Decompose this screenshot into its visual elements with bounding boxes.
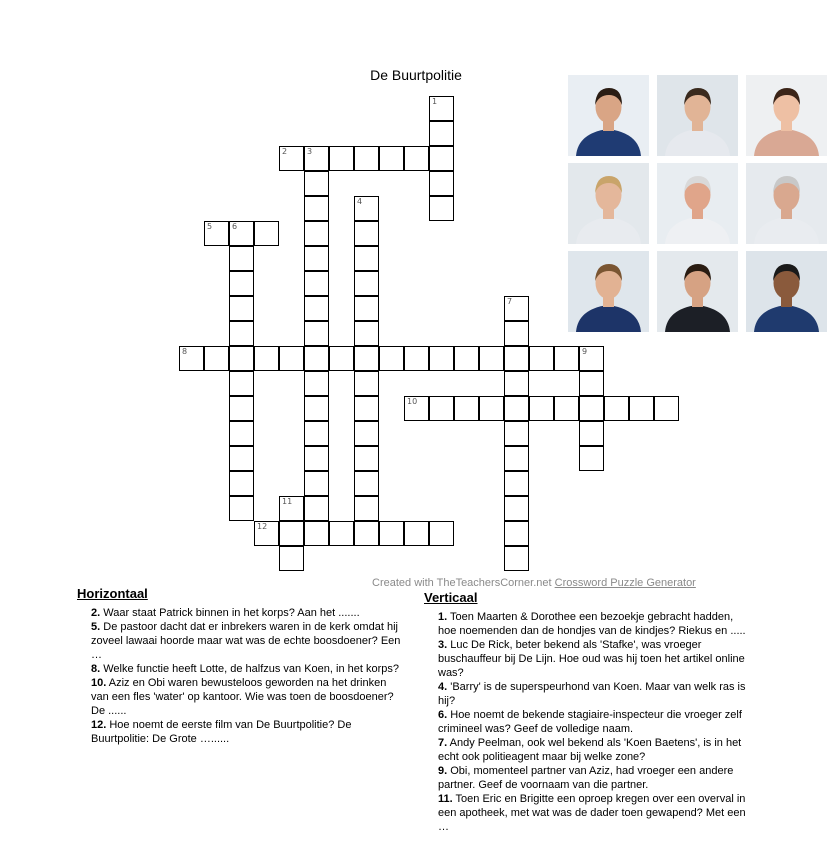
grid-cell[interactable] bbox=[354, 396, 379, 421]
credit-prefix: Created with TheTeachersCorner.net bbox=[372, 577, 555, 589]
grid-cell[interactable] bbox=[304, 371, 329, 396]
credit-line bbox=[372, 577, 696, 589]
clue-text: Toen Eric en Brigitte een oproep kregen over een overval in een apotheek, met wat was de dader toen gewapend? Met een … bbox=[438, 793, 746, 833]
grid-cell[interactable] bbox=[279, 496, 304, 521]
grid-cell[interactable] bbox=[504, 546, 529, 571]
across-heading: Horizontaal bbox=[77, 586, 148, 601]
grid-cell[interactable] bbox=[654, 396, 679, 421]
grid-cell[interactable] bbox=[579, 421, 604, 446]
grid-cell[interactable] bbox=[229, 471, 254, 496]
grid-cell[interactable] bbox=[454, 346, 479, 371]
grid-cell[interactable] bbox=[429, 396, 454, 421]
grid-cell[interactable] bbox=[229, 396, 254, 421]
clue-text: Toen Maarten & Dorothee een bezoekje gebracht hadden, hoe noemenden dan de hondjes van de kindjes? Riekus en ..... bbox=[438, 611, 746, 637]
grid-cell[interactable] bbox=[204, 346, 229, 371]
grid-cell[interactable] bbox=[329, 146, 354, 171]
grid-cell[interactable] bbox=[229, 446, 254, 471]
grid-cell[interactable] bbox=[354, 271, 379, 296]
across-clue bbox=[77, 718, 407, 746]
across-clues bbox=[77, 587, 407, 746]
down-clue bbox=[424, 708, 754, 736]
grid-cell[interactable] bbox=[579, 446, 604, 471]
grid-cell[interactable] bbox=[429, 171, 454, 196]
grid-cell[interactable] bbox=[354, 321, 379, 346]
grid-cell[interactable] bbox=[354, 471, 379, 496]
grid-cell[interactable] bbox=[504, 296, 529, 321]
clue-number: 1. bbox=[438, 611, 448, 623]
grid-cell[interactable] bbox=[229, 496, 254, 521]
clue-text: Aziz en Obi waren bewusteloos geworden na het drinken van een fles 'water' op kantoor. Wie was toen de boosdoener? De ...... bbox=[91, 677, 394, 717]
clue-number: 10 bbox=[407, 397, 418, 406]
clue-text: Luc De Rick, beter bekend als 'Stafke', was vroeger buschauffeur bij De Lijn. Hoe oud was hij toen het artikel online was? bbox=[438, 639, 745, 679]
cast-photo bbox=[568, 163, 649, 244]
grid-cell[interactable] bbox=[504, 321, 529, 346]
grid-cell[interactable] bbox=[429, 346, 454, 371]
across-clue bbox=[77, 676, 407, 718]
cast-photo-grid bbox=[568, 75, 830, 335]
clue-text: 'Barry' is de superspeurhond van Koen. Maar van welk ras is hij? bbox=[438, 681, 746, 707]
grid-cell[interactable] bbox=[604, 396, 629, 421]
grid-cell[interactable] bbox=[304, 396, 329, 421]
clue-number: 3 bbox=[307, 147, 313, 156]
grid-cell[interactable] bbox=[229, 321, 254, 346]
cast-photo bbox=[657, 75, 738, 156]
grid-cell[interactable] bbox=[354, 346, 379, 371]
clue-number: 7 bbox=[507, 297, 513, 306]
grid-cell[interactable] bbox=[504, 446, 529, 471]
grid-cell[interactable] bbox=[229, 371, 254, 396]
clue-number: 8 bbox=[182, 347, 188, 356]
grid-cell[interactable] bbox=[279, 521, 304, 546]
grid-cell[interactable] bbox=[379, 521, 404, 546]
grid-cell[interactable] bbox=[504, 421, 529, 446]
grid-cell[interactable] bbox=[304, 471, 329, 496]
grid-cell[interactable] bbox=[554, 346, 579, 371]
grid-cell[interactable] bbox=[304, 271, 329, 296]
clue-number: 11 bbox=[282, 497, 293, 506]
down-clue bbox=[424, 638, 754, 680]
clue-text: Obi, momenteel partner van Aziz, had vroeger een andere partner. Geef de voornaam van die partner. bbox=[438, 765, 734, 791]
cast-photo bbox=[746, 163, 827, 244]
grid-cell[interactable] bbox=[254, 346, 279, 371]
grid-cell[interactable] bbox=[504, 396, 529, 421]
across-clue bbox=[77, 662, 407, 676]
grid-cell[interactable] bbox=[354, 446, 379, 471]
down-clue bbox=[424, 764, 754, 792]
clue-number: 2 bbox=[282, 147, 288, 156]
grid-cell[interactable] bbox=[579, 346, 604, 371]
grid-cell[interactable] bbox=[204, 221, 229, 246]
grid-cell[interactable] bbox=[354, 221, 379, 246]
clue-text: Waar staat Patrick binnen in het korps? Aan het ....... bbox=[100, 607, 360, 619]
clue-text: Andy Peelman, ook wel bekend als 'Koen Baetens', is in het echt ook politieagent maar bij welke zone? bbox=[438, 737, 742, 763]
clue-number: 12 bbox=[257, 522, 268, 531]
grid-cell[interactable] bbox=[504, 346, 529, 371]
grid-cell[interactable] bbox=[304, 246, 329, 271]
grid-cell[interactable] bbox=[304, 521, 329, 546]
grid-cell[interactable] bbox=[354, 496, 379, 521]
grid-cell[interactable] bbox=[304, 296, 329, 321]
down-heading: Verticaal bbox=[424, 590, 478, 605]
puzzle-title: De Buurtpolitie bbox=[370, 67, 462, 83]
grid-cell[interactable] bbox=[479, 396, 504, 421]
down-clues bbox=[424, 591, 754, 834]
grid-cell[interactable] bbox=[629, 396, 654, 421]
grid-cell[interactable] bbox=[179, 346, 204, 371]
grid-cell[interactable] bbox=[379, 146, 404, 171]
grid-cell[interactable] bbox=[304, 321, 329, 346]
grid-cell[interactable] bbox=[279, 546, 304, 571]
grid-cell[interactable] bbox=[354, 246, 379, 271]
clue-number: 9. bbox=[438, 765, 448, 777]
grid-cell[interactable] bbox=[404, 521, 429, 546]
clue-text: Welke functie heeft Lotte, de halfzus van Koen, in het korps? bbox=[100, 663, 400, 675]
clue-number: 6 bbox=[232, 222, 238, 231]
grid-cell[interactable] bbox=[379, 346, 404, 371]
clue-number: 4 bbox=[357, 197, 363, 206]
grid-cell[interactable] bbox=[304, 446, 329, 471]
grid-cell[interactable] bbox=[304, 421, 329, 446]
clue-number: 3. bbox=[438, 639, 448, 651]
grid-cell[interactable] bbox=[429, 196, 454, 221]
grid-cell[interactable] bbox=[479, 346, 504, 371]
down-clue bbox=[424, 736, 754, 764]
grid-cell[interactable] bbox=[354, 296, 379, 321]
clue-number: 10. bbox=[91, 677, 107, 689]
across-clue bbox=[77, 606, 407, 620]
grid-cell[interactable] bbox=[354, 146, 379, 171]
grid-cell[interactable] bbox=[554, 396, 579, 421]
grid-cell[interactable] bbox=[279, 346, 304, 371]
clue-number: 6. bbox=[438, 709, 448, 721]
down-clue bbox=[424, 680, 754, 708]
grid-cell[interactable] bbox=[429, 146, 454, 171]
clue-number: 8. bbox=[91, 663, 101, 675]
grid-cell[interactable] bbox=[304, 346, 329, 371]
grid-cell[interactable] bbox=[229, 346, 254, 371]
cast-photo bbox=[568, 75, 649, 156]
clue-number: 7. bbox=[438, 737, 448, 749]
clue-number: 1 bbox=[432, 97, 438, 106]
grid-cell[interactable] bbox=[504, 496, 529, 521]
grid-cell[interactable] bbox=[429, 96, 454, 121]
grid-cell[interactable] bbox=[329, 346, 354, 371]
grid-cell[interactable] bbox=[229, 271, 254, 296]
clue-text: Hoe noemt de bekende stagiaire-inspecteur die vroeger zelf crimineel was? Geef de volledige naam. bbox=[438, 709, 742, 735]
grid-cell[interactable] bbox=[429, 121, 454, 146]
grid-cell[interactable] bbox=[429, 521, 454, 546]
grid-cell[interactable] bbox=[579, 396, 604, 421]
grid-cell[interactable] bbox=[304, 146, 329, 171]
cast-photo bbox=[746, 251, 827, 332]
credit-link[interactable]: Crossword Puzzle Generator bbox=[554, 577, 696, 589]
grid-cell[interactable] bbox=[279, 146, 304, 171]
clue-number: 5 bbox=[207, 222, 213, 231]
grid-cell[interactable] bbox=[454, 396, 479, 421]
grid-cell[interactable] bbox=[229, 296, 254, 321]
grid-cell[interactable] bbox=[529, 346, 554, 371]
grid-cell[interactable] bbox=[229, 421, 254, 446]
grid-cell[interactable] bbox=[504, 471, 529, 496]
grid-cell[interactable] bbox=[354, 196, 379, 221]
grid-cell[interactable] bbox=[254, 221, 279, 246]
down-clue bbox=[424, 792, 754, 834]
clue-number: 9 bbox=[582, 347, 588, 356]
clue-number: 2. bbox=[91, 607, 101, 619]
grid-cell[interactable] bbox=[354, 371, 379, 396]
grid-cell[interactable] bbox=[354, 421, 379, 446]
cast-photo bbox=[568, 251, 649, 332]
across-clue bbox=[77, 620, 407, 662]
grid-cell[interactable] bbox=[404, 346, 429, 371]
grid-cell[interactable] bbox=[579, 371, 604, 396]
down-clue bbox=[424, 610, 754, 638]
clue-text: Hoe noemt de eerste film van De Buurtpolitie? De Buurtpolitie: De Grote …...... bbox=[91, 719, 352, 745]
grid-cell[interactable] bbox=[354, 521, 379, 546]
grid-cell[interactable] bbox=[304, 196, 329, 221]
clue-number: 4. bbox=[438, 681, 448, 693]
clue-number: 12. bbox=[91, 719, 107, 731]
clue-number: 5. bbox=[91, 621, 101, 633]
cast-photo bbox=[657, 251, 738, 332]
grid-cell[interactable] bbox=[254, 521, 279, 546]
grid-cell[interactable] bbox=[504, 521, 529, 546]
cast-photo bbox=[657, 163, 738, 244]
clue-text: De pastoor dacht dat er inbrekers waren in de kerk omdat hij zoveel lawaai hoorde maar wat was de echte boosdoener? Een … bbox=[91, 621, 401, 661]
grid-cell[interactable] bbox=[304, 221, 329, 246]
grid-cell[interactable] bbox=[304, 496, 329, 521]
grid-cell[interactable] bbox=[404, 146, 429, 171]
cast-photo bbox=[746, 75, 827, 156]
grid-cell[interactable] bbox=[529, 396, 554, 421]
grid-cell[interactable] bbox=[229, 246, 254, 271]
grid-cell[interactable] bbox=[304, 171, 329, 196]
grid-cell[interactable] bbox=[229, 221, 254, 246]
grid-cell[interactable] bbox=[404, 396, 429, 421]
grid-cell[interactable] bbox=[504, 371, 529, 396]
clue-number: 11. bbox=[438, 793, 453, 805]
grid-cell[interactable] bbox=[329, 521, 354, 546]
